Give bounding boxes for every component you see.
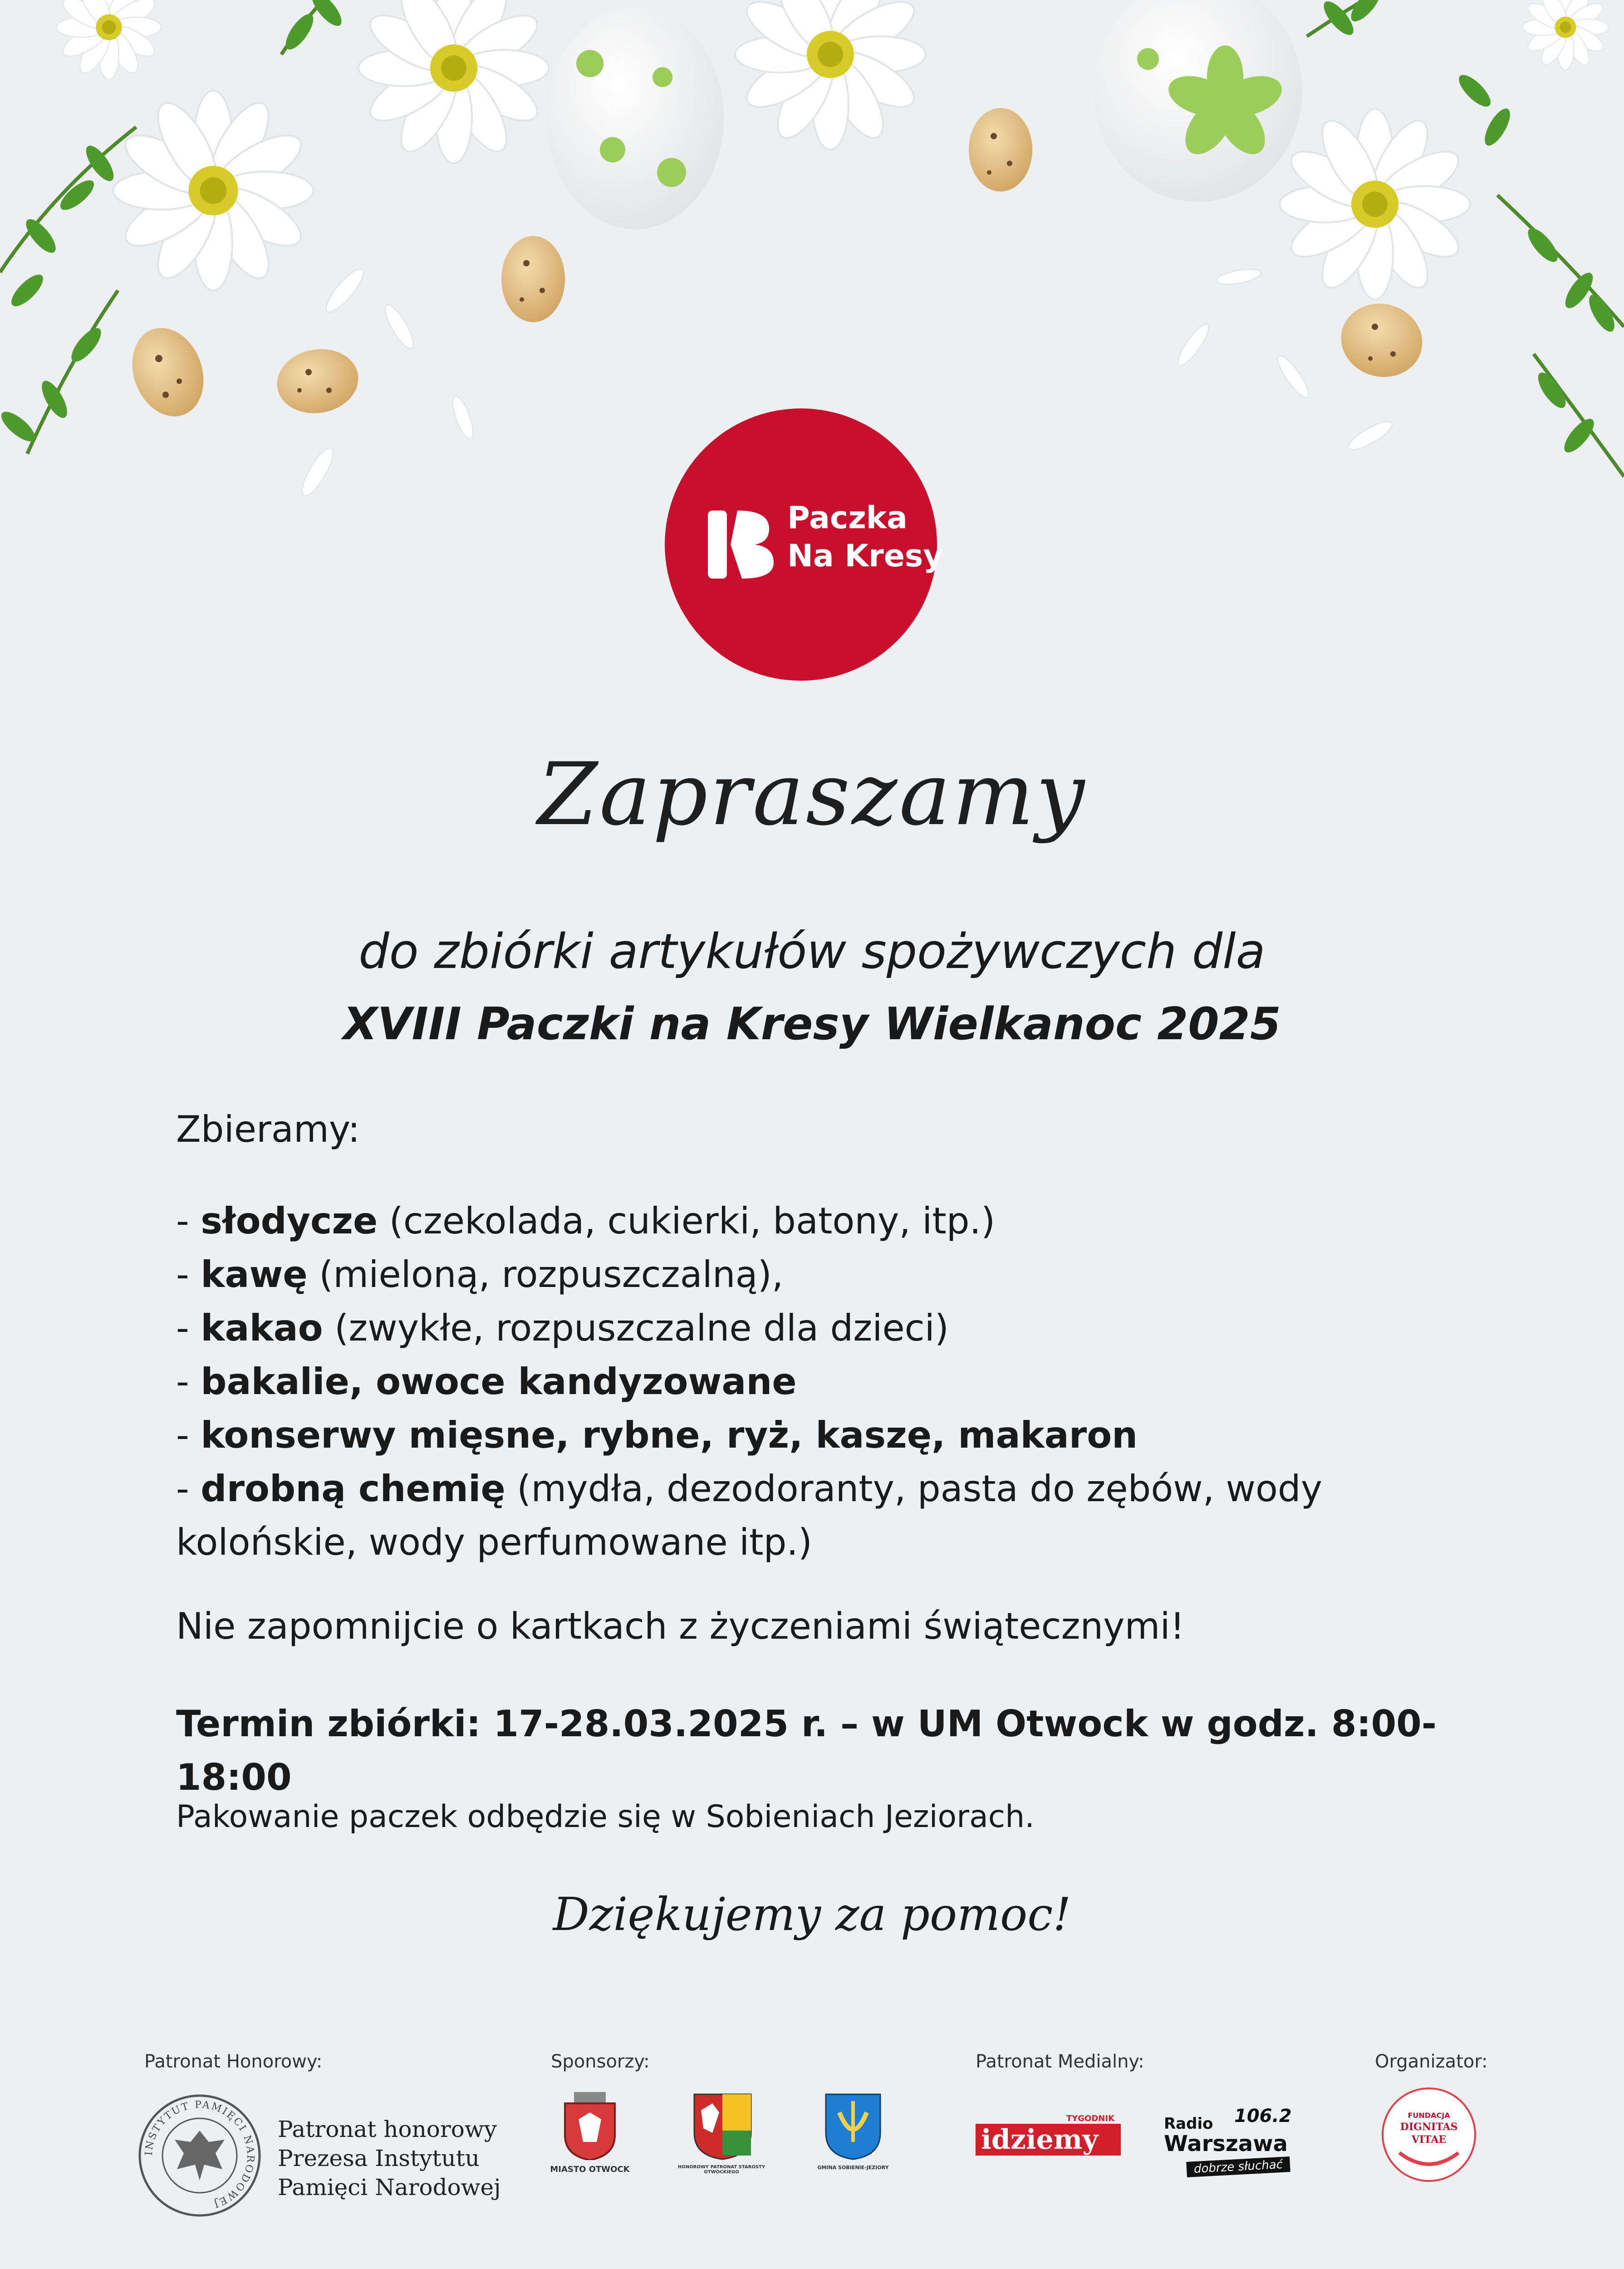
event-title: XVIII Paczki na Kresy Wielkanoc 2025 <box>343 998 1281 1050</box>
sponsor-otwock-label: MIASTO OTWOCK <box>550 2165 630 2174</box>
list-item-continuation: kolońskie, wody perfumowane itp.) <box>176 1521 812 1563</box>
sponsors-label: Sponsorzy: <box>551 2051 650 2072</box>
sobienie-jeziory-crest-logo <box>824 2092 883 2160</box>
collection-list <box>176 1194 1492 1569</box>
reminder-text: Nie zapomnijcie o kartkach z życzeniami świątecznymi! <box>176 1605 1185 1647</box>
ipn-seal-logo <box>136 2092 263 2219</box>
ipn-patronage-text: Patronat honorowy Prezesa Instytutu Pamięci Narodowej <box>278 2116 501 2200</box>
organizer-label: Organizator: <box>1375 2051 1488 2072</box>
heading: Zapraszamy <box>537 744 1087 845</box>
logo-line-2: Na Kresy <box>787 538 943 574</box>
logo-line-1: Paczka <box>787 500 908 536</box>
list-item: - drobną chemię (mydła, dezodoranty, pasta do zębów, wody <box>176 1468 1323 1510</box>
logo-text <box>787 499 943 575</box>
hand-icon <box>1397 2148 1461 2171</box>
list-item: - kawę (mieloną, rozpuszczalną), <box>176 1253 784 1296</box>
radio-warszawa-logo: Radio 106.2 Warszawa dobrze słuchać <box>1159 2106 1309 2178</box>
sponsor-county-label: HONOROWY PATRONAT STAROSTY OTWOCKIEGO <box>677 2165 765 2175</box>
media-patronage-label: Patronat Medialny: <box>976 2051 1144 2072</box>
sponsor-sobienie-label: GMINA SOBIENIE-JEZIORY <box>817 2165 889 2171</box>
otwock-county-crest-logo <box>692 2092 753 2160</box>
thanks-text: Dziękujemy za pomoc! <box>553 1888 1071 1941</box>
dignitas-vitae-logo: FUNDACJA DIGNITAS VITAE <box>1382 2087 1476 2182</box>
subtitle: do zbiórki artykułów spożywczych dla <box>358 923 1266 979</box>
packing-text: Pakowanie paczek odbędzie się w Sobieniach Jeziorach. <box>176 1799 1035 1835</box>
deadline-text: Termin zbiórki: 17-28.03.2025 r. – w UM Otwock w godz. 8:00-18:00 <box>176 1703 1437 1798</box>
otwock-crest-logo <box>560 2092 619 2160</box>
intro-text: Zbieramy: <box>176 1108 360 1150</box>
svg-text:INSTYTUT PAMIĘCI NARODOWEJ: INSTYTUT PAMIĘCI NARODOWEJ <box>143 2099 256 2210</box>
honorary-patronage-label: Patronat Honorowy: <box>144 2051 323 2072</box>
list-item: - kakao (zwykłe, rozpuszczalne dla dzieci) <box>176 1307 949 1349</box>
list-item: - słodycze (czekolada, cukierki, batony, itp.) <box>176 1200 996 1242</box>
list-item: - konserwy mięsne, rybne, ryż, kaszę, makaron <box>176 1414 1138 1456</box>
idziemy-logo: TYGODNIK idziemy <box>976 2124 1121 2156</box>
list-item: - bakalie, owoce kandyzowane <box>176 1360 797 1403</box>
